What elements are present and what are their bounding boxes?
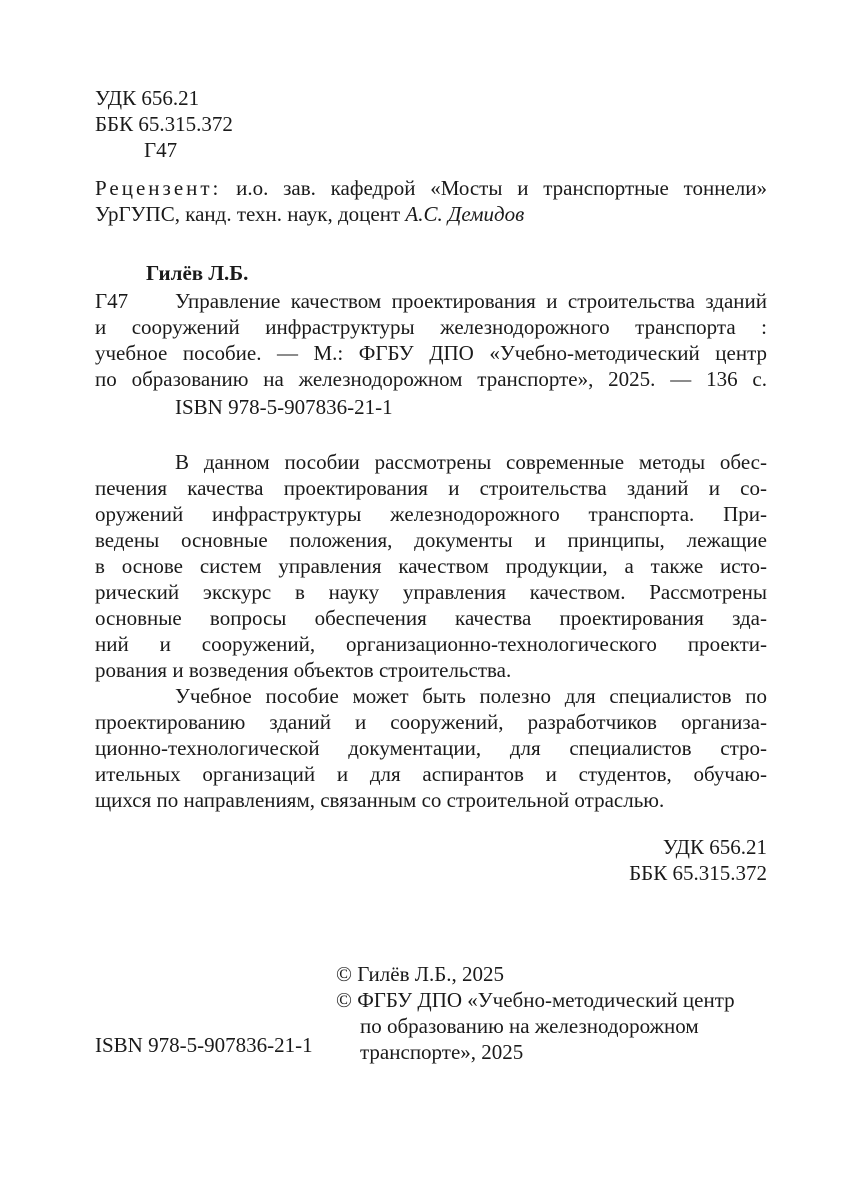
annotation-p1-line: в основе систем управления качеством продукции, а также исто- <box>95 554 767 578</box>
annotation-p2-line: ционно-технологической документации, для специалистов стро- <box>95 736 767 760</box>
bbk-right: ББК 65.315.372 <box>629 861 767 885</box>
author-mark: Г47 <box>144 138 178 162</box>
isbn-bottom: ISBN 978-5-907836-21-1 <box>95 1033 313 1057</box>
copyright-publisher: © ФГБУ ДПО «Учебно-методический центр <box>336 988 735 1012</box>
annotation-p2-line: Учебное пособие может быть полезно для специалистов по <box>175 684 767 708</box>
biblio-line-2: и сооружений инфраструктуры железнодорожного транспорта : <box>95 315 767 339</box>
annotation-p1-line: оружений инфраструктуры железнодорожного транспорта. При- <box>95 502 767 526</box>
udk-right: УДК 656.21 <box>662 835 767 859</box>
reviewer-label: Рецензент: <box>95 176 222 200</box>
reviewer-line-2 <box>95 201 524 227</box>
copyright-publisher-line-2: по образованию на железнодорожном <box>360 1014 699 1038</box>
annotation-p1-line: ведены основные положения, документы и принципы, лежащие <box>95 528 767 552</box>
annotation-p1-line: В данном пособии рассмотрены современные методы обес- <box>175 450 767 474</box>
copyright-publisher-line-3: транспорте», 2025 <box>360 1040 524 1064</box>
biblio-line-4: по образованию на железнодорожном транспорте», 2025. — 136 с. <box>95 367 767 391</box>
reviewer-line-1 <box>95 175 767 201</box>
copyright-author: © Гилёв Л.Б., 2025 <box>336 962 505 986</box>
biblio-mark: Г47 <box>95 289 129 313</box>
biblio-line-3: учебное пособие. — М.: ФГБУ ДПО «Учебно-методический центр <box>95 341 767 365</box>
annotation-p1-line: основные вопросы обеспечения качества проектирования зда- <box>95 606 767 630</box>
annotation-p1-line: ний и сооружений, организационно-технологического проекти- <box>95 632 767 656</box>
biblio-line-1: Управление качеством проектирования и строительства зданий <box>175 289 767 313</box>
annotation-p1-line: рический экскурс в науку управления качеством. Рассмотрены <box>95 580 767 604</box>
annotation-p1-line: печения качества проектирования и строительства зданий и со- <box>95 476 767 500</box>
reviewer-name: А.С. Демидов <box>405 202 525 226</box>
annotation-p2-line: щихся по направлениям, связанным со строительной отраслью. <box>95 788 665 812</box>
reviewer-text-2: УрГУПС, канд. техн. наук, доцент <box>95 202 406 226</box>
annotation-p2-line: проектированию зданий и сооружений, разработчиков организа- <box>95 710 767 734</box>
annotation-p1-line: рования и возведения объектов строительства. <box>95 658 512 682</box>
annotation <box>95 449 767 813</box>
biblio-isbn: ISBN 978-5-907836-21-1 <box>175 395 393 419</box>
reviewer-text-1: и.о. зав. кафедрой «Мосты и транспортные тоннели» <box>221 176 767 200</box>
annotation-p2-line: ительных организаций и для аспирантов и студентов, обучаю- <box>95 762 767 786</box>
udk-code: УДК 656.21 <box>95 86 200 110</box>
biblio-author: Гилёв Л.Б. <box>146 261 249 285</box>
bbk-code: ББК 65.315.372 <box>95 112 233 136</box>
